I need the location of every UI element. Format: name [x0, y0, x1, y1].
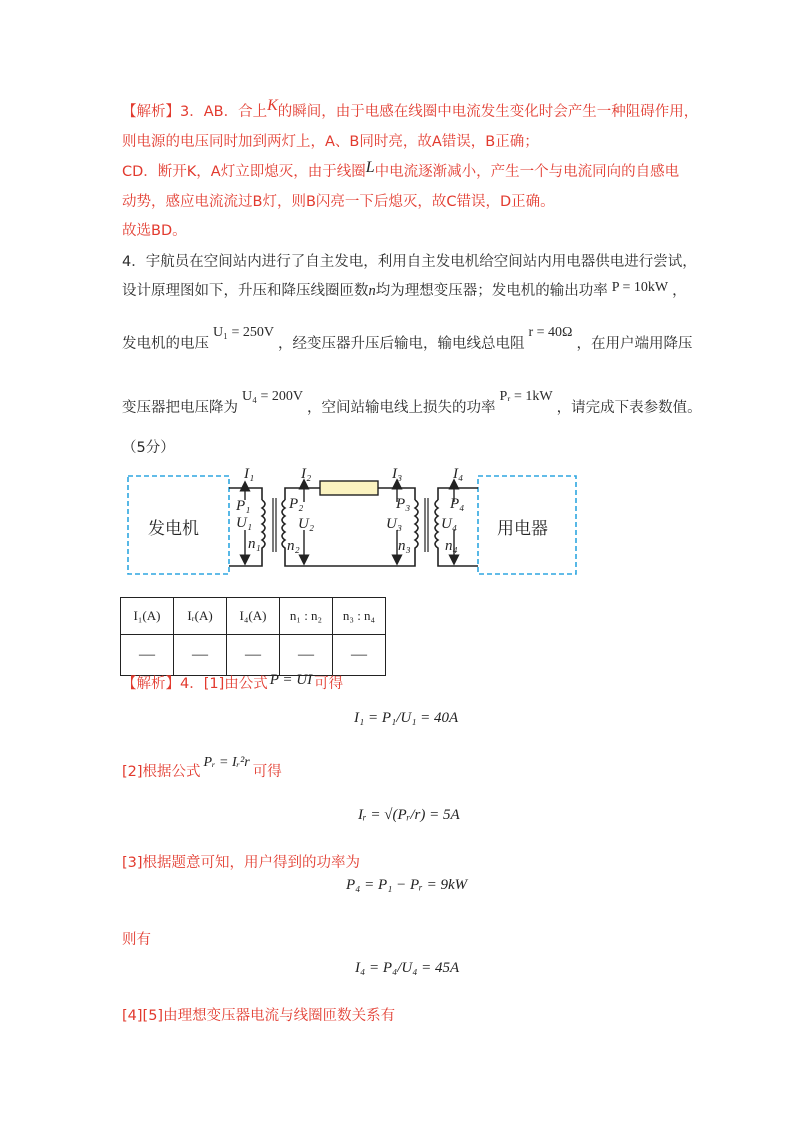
formula-pr: Pᵣ = Iᵣ²r	[203, 755, 250, 770]
table-cell: —	[333, 635, 386, 676]
analysis4-step4: 则有	[122, 932, 151, 948]
analysis3-text: 【解析】3．AB．合上	[122, 104, 268, 120]
equation-i4: I₄ = P₄/U₄ = 45A	[355, 960, 460, 976]
question-text: 均为理想变压器；发电机的输出功率	[375, 283, 608, 299]
question-text: ，经变压器升压后输电，输电线总电阻	[278, 336, 525, 352]
question4-line2	[122, 279, 687, 300]
analysis4-step5: [4][5]由理想变压器电流与线圈匝数关系有	[122, 1008, 396, 1024]
analysis4-text: [2]根据公式	[122, 764, 201, 780]
analysis3-line3	[122, 160, 679, 181]
label-u1: U₁	[236, 515, 253, 531]
label-n2: n₂	[287, 538, 300, 554]
analysis3-line2: 则电源的电压同时加到两灯上，A、B同时亮，故A错误，B正确；	[122, 134, 539, 150]
formula-p-ui: P = UI	[269, 672, 313, 688]
table-header-row	[121, 598, 386, 635]
table-cell: —	[121, 635, 174, 676]
label-u2: U₂	[298, 516, 315, 532]
question-text: 设计原理图如下，升压和降压线圈匝数	[122, 283, 369, 299]
label-p1: P₁	[236, 498, 251, 514]
analysis3-text: 的瞬间，由于电感在线圈中电流发生变化时会产生一种阻碍作用，	[277, 104, 699, 120]
parameter-table	[120, 597, 386, 676]
label-n3: n₃	[398, 538, 411, 554]
voltage-u4-equation: U₄ = 200V	[242, 389, 303, 404]
resistance-equation: r = 40Ω	[528, 325, 573, 340]
analysis3-line1	[122, 97, 699, 121]
label-i2: I₂	[301, 466, 312, 482]
table-header-n1n2: n₁ : n₂	[280, 598, 333, 635]
question-text: 变压器把电压降为	[122, 400, 238, 416]
question-text: ，请完成下表参数值。	[556, 400, 702, 416]
l-symbol: L	[365, 159, 375, 176]
analysis4-step1	[122, 672, 343, 693]
generator-label: 发电机	[148, 519, 199, 539]
equation-i1: I₁ = P₁/U₁ = 40A	[354, 710, 459, 726]
return-wire	[285, 550, 415, 566]
analysis4-text: 可得	[252, 764, 282, 780]
label-u3: U₃	[386, 516, 403, 532]
question4-line3	[122, 325, 693, 353]
analysis4-step2	[122, 755, 282, 781]
label-p4: P₄	[450, 496, 465, 512]
analysis3-line4: 动势，感应电流流过B灯，则B闪亮一下后熄灭，故C错误，D正确。	[122, 194, 555, 210]
coil-n3	[415, 500, 418, 550]
loss-power-equation: Pᵣ = 1kW	[499, 389, 553, 404]
k-symbol: K	[267, 97, 278, 114]
label-u4: U₄	[441, 516, 458, 532]
table-header-ir: Iᵣ(A)	[174, 598, 227, 635]
question-text: ，在用户端用降压	[576, 336, 693, 352]
coil-n2	[282, 500, 285, 550]
question4-line1: 4．宇航员在空间站内进行了自主发电，利用自主发电机给空间站内用电器供电进行尝试，	[122, 254, 697, 270]
voltage-u1-equation: U₁ = 250V	[213, 325, 274, 340]
table-header-i1: I₁(A)	[121, 598, 174, 635]
question-text: ，	[672, 283, 687, 299]
table-header-i4: I₄(A)	[227, 598, 280, 635]
label-i3: I₃	[392, 466, 403, 482]
equation-p4: P₄ = P₁ − Pᵣ = 9kW	[346, 877, 468, 893]
table-cell: —	[227, 635, 280, 676]
label-n1: n₁	[248, 536, 261, 552]
question4-score: （5分）	[122, 440, 175, 456]
label-p2: P₂	[289, 496, 304, 512]
equation-ir: Iᵣ = √(Pᵣ/r) = 5A	[358, 807, 460, 823]
label-i4: I₄	[453, 466, 464, 482]
coil-n4	[435, 500, 438, 550]
analysis4-text: 可得	[314, 676, 344, 692]
analysis4-step3: [3]根据题意可知，用户得到的功率为	[122, 855, 361, 871]
label-i1: I₁	[244, 466, 255, 482]
power-equation: P = 10kW	[611, 280, 669, 295]
table-header-n3n4: n₃ : n₄	[333, 598, 386, 635]
analysis3-line5: 故选BD。	[122, 223, 187, 239]
appliance-label: 用电器	[497, 519, 548, 539]
table-cell: —	[280, 635, 333, 676]
question-text: ，空间站输电线上损失的功率	[307, 400, 496, 416]
analysis4-text: 【解析】4．[1]由公式	[122, 676, 268, 692]
analysis3-text: 中电流逐渐减小，产生一个与电流同向的自感电	[374, 164, 680, 180]
n-symbol: n	[368, 283, 376, 299]
line-resistor	[320, 481, 378, 495]
table-row	[121, 635, 386, 676]
label-p3: P₃	[396, 496, 411, 512]
analysis3-text: CD．断开K，A灯立即熄灭，由于线圈	[122, 164, 366, 180]
table-cell: —	[174, 635, 227, 676]
load-wire-bottom	[438, 550, 478, 566]
coil-n1	[262, 500, 265, 550]
question4-line4	[122, 389, 702, 417]
question-text: 发电机的电压	[122, 336, 209, 352]
label-n4: n₄	[445, 538, 458, 554]
